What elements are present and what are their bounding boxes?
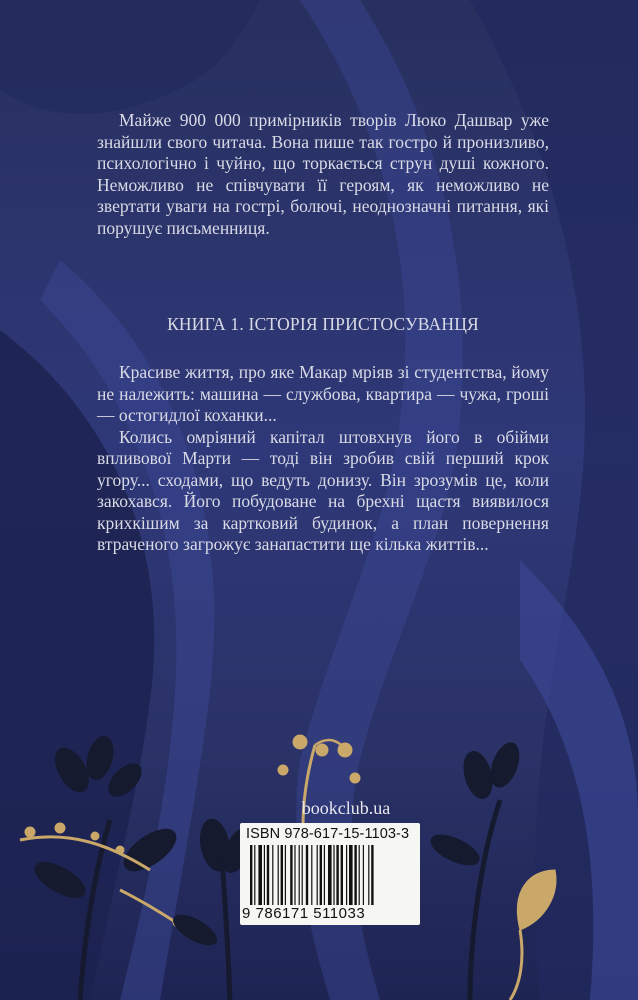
- barcode-label: [240, 823, 420, 925]
- barcode-bar: [285, 845, 286, 905]
- book-heading: КНИГА 1. ІСТОРІЯ ПРИСТОСУВАНЦЯ: [167, 314, 479, 334]
- barcode-bar: [306, 845, 308, 905]
- barcode-bar: [281, 845, 283, 905]
- barcode-bar: [333, 845, 334, 905]
- barcode-bar: [254, 845, 255, 905]
- barcode-bar: [371, 845, 373, 905]
- barcode-bar: [290, 845, 292, 905]
- barcode-bar: [336, 845, 338, 905]
- barcode-bar: [311, 845, 312, 905]
- barcode-bar: [267, 845, 269, 905]
- barcode-digits: 9 786171 511033: [242, 905, 366, 922]
- barcode-bar: [363, 845, 364, 905]
- intro-paragraph: Майже 900 000 примірників творів Люко Дашвар уже знайшли свого читача. Вона пише так гостро й пронизливо, психологічно і чуйно, що торкається струн душі кожного. Неможливо не співчувати її героям, як неможливо не звертати уваги на гострі, болючі, неоднозначні питання, які порушує письменниця.: [97, 110, 549, 238]
- isbn-number: ISBN 978-617-15-1103-3: [246, 826, 410, 842]
- barcode-bar: [341, 845, 343, 905]
- barcode-bar: [258, 845, 262, 905]
- barcode-bar: [349, 845, 353, 905]
- barcode-bar: [346, 845, 347, 905]
- barcode-bar: [317, 845, 318, 905]
- barcode-bar: [278, 845, 279, 905]
- annotation-paragraph-1: Красиве життя, про яке Макар мріяв зі студентства, йому не належить: машина — службова, квартира — чужа, гроші — остогидлої коханки...: [97, 362, 549, 425]
- intro-paragraph-block: [97, 110, 549, 239]
- barcode-bar: [302, 845, 303, 905]
- barcode-bar: [272, 845, 273, 905]
- book-annotation: [97, 362, 549, 556]
- barcode-bar: [328, 845, 332, 905]
- barcode-bar: [354, 845, 356, 905]
- barcode-bar: [324, 845, 325, 905]
- barcode-bar: [294, 845, 295, 905]
- barcode-bar: [368, 845, 369, 905]
- barcode-bar: [264, 845, 265, 905]
- barcode-bars: [248, 845, 412, 907]
- dark-flower-right: [427, 739, 524, 1000]
- barcode-bar: [250, 845, 252, 905]
- barcode-bar: [320, 845, 322, 905]
- wave-shape-top-left: [0, 0, 260, 114]
- annotation-paragraph-2: Колись омріяний капітал штовхнув його в обійми впливової Марти — тоді він зробив свій перший крок угору... сходами, що ведуть донизу. Він зрозумів це, коли закохався. Його побудоване на брехні щастя виявилося крихкішим за картковий будинок, а план повернення втраченого загрожує занапастити ще кілька життів...: [97, 426, 549, 554]
- publisher-site: bookclub.ua: [301, 798, 391, 818]
- barcode-bar: [299, 845, 300, 905]
- barcode-bar: [359, 845, 360, 905]
